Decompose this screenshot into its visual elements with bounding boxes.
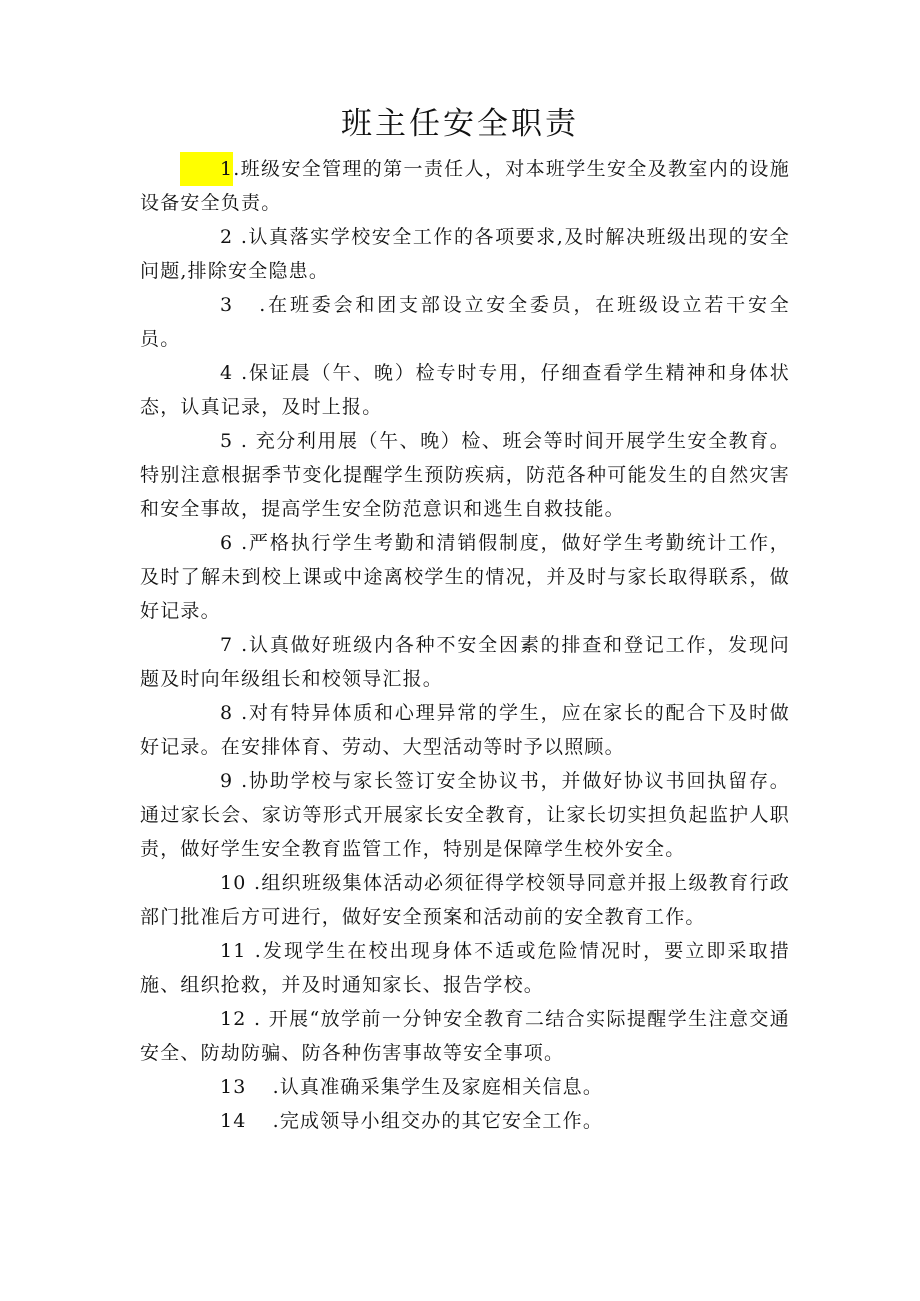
item-number: 6 (220, 532, 234, 554)
list-item (140, 1002, 790, 1070)
list-item (140, 628, 790, 696)
list-item (140, 152, 790, 220)
list-item (140, 288, 790, 356)
item-number: 3 (220, 294, 234, 316)
item-number: 5 (220, 430, 234, 452)
list-item (140, 934, 790, 1002)
list-item (140, 1070, 790, 1104)
item-text: . 充分利用展（午、晚）检、班会等时间开展学生安全教育。特别注意根据季节变化提醒学生预防疾病，防范各种可能发生的自然灾害和安全事故，提高学生安全防范意识和逃生自救技能。 (140, 430, 790, 520)
document-body (140, 152, 790, 1138)
item-number: 8 (220, 702, 234, 724)
list-item (140, 1104, 790, 1138)
item-text: .认真准确采集学生及家庭相关信息。 (272, 1076, 604, 1098)
item-text: .认真落实学校安全工作的各项要求,及时解决班级出现的安全问题,排除安全隐患。 (140, 226, 790, 282)
list-item (140, 866, 790, 934)
item-text: .严格执行学生考勤和清销假制度，做好学生考勤统计工作，及时了解未到校上课或中途离校学生的情况，并及时与家长取得联系，做好记录。 (140, 532, 790, 622)
item-number: 12 (220, 1008, 247, 1030)
item-number: 10 (220, 872, 247, 894)
item-number: 4 (220, 362, 234, 384)
item-text: .协助学校与家长签订安全协议书，并做好协议书回执留存。通过家长会、家访等形式开展家长安全教育，让家长切实担负起监护人职责，做好学生安全教育监管工作，特别是保障学生校外安全。 (140, 770, 790, 860)
item-text: .在班委会和团支部设立安全委员，在班级设立若干安全员。 (140, 294, 790, 350)
item-number: 2 (220, 226, 234, 248)
item-text: .对有特异体质和心理异常的学生，应在家长的配合下及时做好记录。在安排体育、劳动、大型活动等时予以照顾。 (140, 702, 790, 758)
item-number: 7 (220, 634, 234, 656)
list-item (140, 764, 790, 866)
list-item (140, 356, 790, 424)
item-text: . 开展“放学前一分钟安全教育二结合实际提醒学生注意交通安全、防劫防骗、防各种伤害事故等安全事项。 (140, 1008, 790, 1064)
item-text: .班级安全管理的第一责任人，对本班学生安全及教室内的设施设备安全负责。 (140, 158, 790, 214)
list-item (140, 526, 790, 628)
list-item (140, 220, 790, 288)
item-text: .组织班级集体活动必须征得学校领导同意并报上级教育行政部门批准后方可进行，做好安全预案和活动前的安全教育工作。 (140, 872, 790, 928)
item-text: .保证晨（午、晚）检专时专用，仔细查看学生精神和身体状态，认真记录，及时上报。 (140, 362, 790, 418)
list-item (140, 424, 790, 526)
item-text: .完成领导小组交办的其它安全工作。 (272, 1110, 604, 1132)
item-number: 11 (220, 940, 247, 962)
item-text: .发现学生在校出现身体不适或危险情况时，要立即采取措施、组织抢救，并及时通知家长、报告学校。 (140, 940, 790, 996)
item-number: 14 (220, 1110, 247, 1132)
page-title: 班主任安全职责 (341, 106, 579, 142)
item-number: 9 (220, 770, 234, 792)
item-text: .认真做好班级内各种不安全因素的排查和登记工作，发现问题及时向年级组长和校领导汇报。 (140, 634, 790, 690)
list-item (140, 696, 790, 764)
item-number: 13 (220, 1076, 247, 1098)
item-number: 1 (180, 152, 233, 186)
